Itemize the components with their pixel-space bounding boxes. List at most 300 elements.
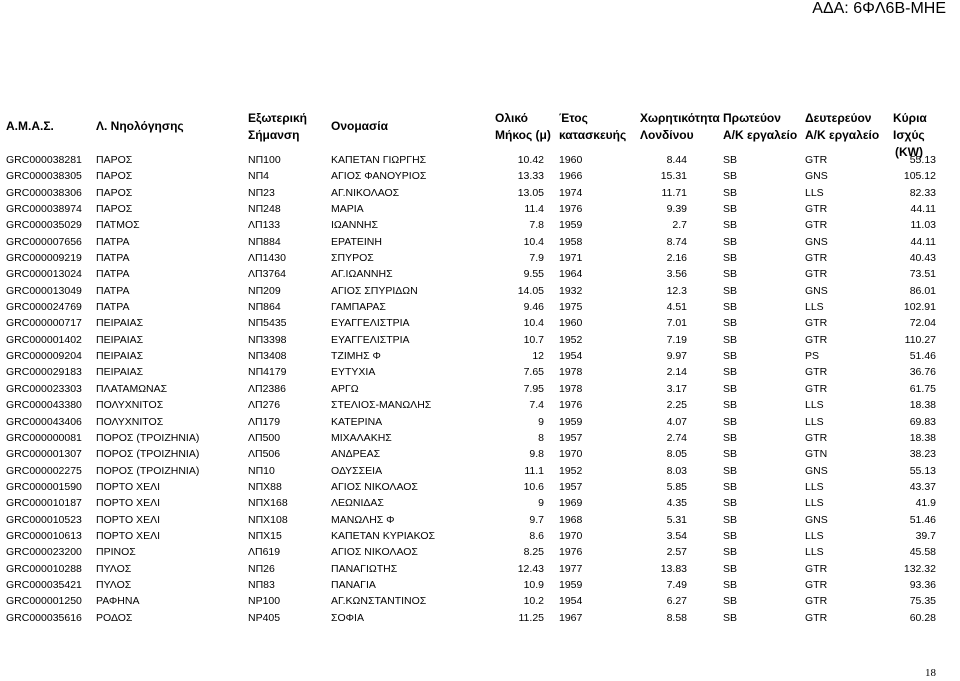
main-power: 11.03 [910, 219, 936, 232]
london-capacity: 4.51 [666, 301, 687, 314]
header-power-line1: Κύρια Ισχύς [893, 111, 927, 142]
build-year: 1960 [559, 317, 583, 330]
registry-port: ΠΕΙΡΑΙΑΣ [96, 317, 144, 330]
header-secondary-line2: Α/Κ εργαλείο [805, 128, 880, 142]
vessel-code: GRC000035029 [6, 219, 82, 232]
registry-port: ΠΟΡΟΣ (ΤΡΟΙΖΗΝΙΑ) [96, 431, 200, 444]
secondary-gear: LLS [805, 301, 824, 314]
vessel-name: ΜΙΧΑΛΑΚΗΣ [331, 431, 392, 444]
header-year [559, 110, 626, 144]
build-year: 1954 [559, 595, 583, 608]
build-year: 1959 [559, 415, 583, 428]
registry-port: ΠΟΛΥΧΝΙΤΟΣ [96, 415, 164, 428]
vessel-code: GRC000001402 [6, 333, 82, 346]
secondary-gear: LLS [805, 399, 824, 412]
vessel-code: GRC000038281 [6, 154, 82, 166]
primary-gear: SB [723, 186, 738, 199]
london-capacity: 9.97 [666, 350, 687, 363]
external-marking: ΛΠ276 [248, 399, 281, 412]
build-year: 1967 [559, 611, 583, 624]
vessel-code: GRC000009219 [6, 252, 82, 265]
total-length: 10.7 [523, 333, 544, 346]
header-primary-line2: Α/Κ εργαλείο [723, 128, 798, 142]
external-marking: ΝΠ10 [248, 464, 275, 477]
external-marking: ΛΠ179 [248, 415, 281, 428]
total-length: 10.6 [523, 480, 544, 493]
vessel-name: ΠΑΝΑΓΙΩΤΗΣ [331, 562, 398, 575]
vessel-name: ΜΑΡΙΑ [331, 203, 364, 216]
external-marking: ΛΠ619 [248, 546, 281, 559]
main-power: 18.38 [909, 431, 936, 444]
vessel-name: ΕΥΑΓΓΕΛΙΣΤΡΙΑ [331, 317, 410, 330]
registry-port: ΠΟΡΤΟ ΧΕΛΙ [96, 480, 160, 493]
vessel-code: GRC000010288 [6, 562, 82, 575]
external-marking: ΝΠΧ108 [248, 513, 288, 526]
primary-gear: SB [723, 529, 738, 542]
vessel-name: ΜΑΝΩΛΗΣ Φ [331, 513, 395, 526]
build-year: 1968 [559, 513, 583, 526]
table-row [0, 299, 960, 315]
table-row [0, 512, 960, 528]
registry-port: ΠΑΤΡΑ [96, 235, 130, 248]
total-length: 11.4 [524, 203, 544, 216]
build-year: 1966 [559, 170, 583, 183]
vessel-code: GRC000043380 [6, 399, 82, 412]
table-row [0, 446, 960, 462]
primary-gear: SB [723, 366, 738, 379]
table-row [0, 593, 960, 609]
external-marking: ΝΠ209 [248, 284, 281, 297]
main-power: 55.13 [909, 154, 936, 166]
vessel-name: ΟΔΥΣΣΕΙΑ [331, 464, 383, 477]
table-row [0, 283, 960, 299]
vessel-name: ΑΝΔΡΕΑΣ [331, 448, 381, 461]
vessel-code: GRC000007656 [6, 235, 82, 248]
vessel-code: GRC000000717 [6, 317, 82, 330]
london-capacity: 2.7 [672, 219, 687, 232]
secondary-gear: GNS [805, 513, 828, 526]
london-capacity: 8.74 [666, 235, 687, 248]
main-power: 82.33 [909, 186, 936, 199]
main-power: 132.32 [903, 562, 936, 575]
london-capacity: 2.57 [666, 546, 687, 559]
primary-gear: SB [723, 317, 738, 330]
main-power: 36.76 [909, 366, 936, 379]
primary-gear: SB [723, 464, 738, 477]
london-capacity: 2.14 [666, 366, 687, 379]
total-length: 7.95 [523, 382, 544, 395]
vessel-code: GRC000024769 [6, 301, 82, 314]
external-marking: ΝΠ864 [248, 301, 281, 314]
secondary-gear: LLS [805, 529, 824, 542]
secondary-gear: GTR [805, 595, 828, 608]
build-year: 1976 [559, 399, 583, 412]
registry-port: ΠΟΛΥΧΝΙΤΟΣ [96, 399, 164, 412]
table-row [0, 217, 960, 233]
vessel-code: GRC000013049 [6, 284, 82, 297]
build-year: 1976 [559, 203, 583, 216]
secondary-gear: GTR [805, 431, 828, 444]
external-marking: ΝΠ248 [248, 203, 281, 216]
vessel-name: ΑΓΙΟΣ ΝΙΚΟΛΑΟΣ [331, 480, 418, 493]
external-marking: ΛΠ2386 [248, 382, 286, 395]
main-power: 45.58 [909, 546, 936, 559]
london-capacity: 2.74 [666, 431, 687, 444]
secondary-gear: LLS [805, 546, 824, 559]
build-year: 1970 [559, 529, 583, 542]
table-row [0, 495, 960, 511]
vessel-code: GRC000029183 [6, 366, 82, 379]
header-year-line2: κατασκευής [559, 128, 627, 142]
vessel-code: GRC000023200 [6, 546, 82, 559]
secondary-gear: GTR [805, 611, 828, 624]
total-length: 9.7 [529, 513, 544, 526]
build-year: 1954 [559, 350, 583, 363]
secondary-gear: GTR [805, 382, 828, 395]
table-row [0, 315, 960, 331]
registry-port: ΠΑΤΡΑ [96, 252, 130, 265]
london-capacity: 5.85 [666, 480, 687, 493]
vessel-code: GRC000035421 [6, 578, 82, 591]
vessel-name: ΣΟΦΙΑ [331, 611, 364, 624]
main-power: 102.91 [903, 301, 936, 314]
total-length: 7.9 [529, 252, 544, 265]
external-marking: ΝΠ4179 [248, 366, 287, 379]
registry-port: ΠΥΛΟΣ [96, 578, 132, 591]
primary-gear: SB [723, 578, 738, 591]
london-capacity: 11.71 [661, 186, 687, 199]
total-length: 10.42 [517, 154, 544, 166]
total-length: 10.4 [523, 317, 544, 330]
table-row [0, 528, 960, 544]
header-primary-gear [723, 110, 797, 144]
vessel-name: ΕΡΑΤΕΙΝΗ [331, 235, 382, 248]
header-ext-line1: Εξωτερική [248, 111, 307, 125]
registry-port: ΠΟΡΟΣ (ΤΡΟΙΖΗΝΙΑ) [96, 448, 200, 461]
london-capacity: 2.25 [666, 399, 687, 412]
header-ama: Α.Μ.Α.Σ. [6, 119, 54, 133]
main-power: 51.46 [909, 513, 936, 526]
build-year: 1978 [559, 366, 583, 379]
header-secondary-gear [805, 110, 879, 144]
external-marking: ΝΡ405 [248, 611, 281, 624]
registry-port: ΠΕΙΡΑΙΑΣ [96, 333, 144, 346]
external-marking: ΛΠ1430 [248, 252, 286, 265]
external-marking: ΝΠ23 [248, 186, 275, 199]
total-length: 9.46 [523, 301, 544, 314]
total-length: 7.8 [529, 219, 544, 232]
table-row [0, 577, 960, 593]
primary-gear: SB [723, 382, 738, 395]
london-capacity: 4.07 [666, 415, 687, 428]
secondary-gear: GNS [805, 170, 828, 183]
table-row [0, 544, 960, 560]
london-capacity: 7.01 [666, 317, 687, 330]
main-power: 44.11 [910, 235, 936, 248]
external-marking: ΝΠ100 [248, 154, 281, 166]
london-capacity: 15.31 [660, 170, 687, 183]
build-year: 1974 [559, 186, 583, 199]
external-marking: ΝΠ3408 [248, 350, 287, 363]
primary-gear: SB [723, 399, 738, 412]
vessel-code: GRC000001590 [6, 480, 82, 493]
header-name: Ονομασία [331, 119, 388, 133]
london-capacity: 13.83 [660, 562, 687, 575]
vessel-name: ΙΩΑΝΝΗΣ [331, 219, 379, 232]
vessel-name: ΠΑΝΑΓΙΑ [331, 578, 376, 591]
table-row [0, 397, 960, 413]
table-row [0, 610, 960, 626]
registry-port: ΠΡΙΝΟΣ [96, 546, 136, 559]
secondary-gear: GTN [805, 448, 828, 461]
primary-gear: SB [723, 480, 738, 493]
table-row [0, 348, 960, 364]
external-marking: ΛΠ500 [248, 431, 281, 444]
total-length: 12 [532, 350, 544, 363]
vessel-code: GRC000010523 [6, 513, 82, 526]
build-year: 1959 [559, 219, 583, 232]
header-ext [248, 110, 307, 144]
table-row [0, 381, 960, 397]
table-row [0, 479, 960, 495]
primary-gear: SB [723, 595, 738, 608]
vessel-name: ΑΓΙΟΣ ΝΙΚΟΛΑΟΣ [331, 546, 418, 559]
london-capacity: 4.35 [666, 497, 687, 510]
external-marking: ΝΠΧ15 [248, 529, 282, 542]
total-length: 13.05 [517, 186, 544, 199]
secondary-gear: LLS [805, 186, 824, 199]
header-secondary-line1: Δευτερεύον [805, 111, 872, 125]
secondary-gear: LLS [805, 480, 824, 493]
main-power: 60.28 [909, 611, 936, 624]
main-power: 51.46 [909, 350, 936, 363]
external-marking: ΝΠΧ88 [248, 480, 282, 493]
table-row [0, 201, 960, 217]
vessel-name: ΑΓΙΟΣ ΦΑΝΟΥΡΙΟΣ [331, 170, 427, 183]
external-marking: ΝΠ83 [248, 578, 275, 591]
vessel-name: ΑΓΙΟΣ ΣΠΥΡΙΔΩΝ [331, 284, 418, 297]
secondary-gear: GTR [805, 562, 828, 575]
table-row [0, 414, 960, 430]
primary-gear: SB [723, 203, 738, 216]
total-length: 9.55 [523, 268, 544, 281]
vessel-table [0, 152, 960, 626]
build-year: 1964 [559, 268, 583, 281]
main-power: 86.01 [909, 284, 936, 297]
vessel-name: ΑΓ.ΝΙΚΟΛΑΟΣ [331, 186, 400, 199]
header-year-line1: Έτος [559, 111, 588, 125]
vessel-code: GRC000010187 [6, 497, 82, 510]
london-capacity: 8.03 [666, 464, 687, 477]
external-marking: ΝΠ5435 [248, 317, 287, 330]
secondary-gear: GTR [805, 578, 828, 591]
total-length: 9 [538, 415, 544, 428]
main-power: 61.75 [909, 382, 936, 395]
primary-gear: SB [723, 301, 738, 314]
london-capacity: 7.49 [666, 578, 687, 591]
header-length [495, 110, 551, 144]
vessel-code: GRC000023303 [6, 382, 82, 395]
build-year: 1952 [559, 333, 583, 346]
main-power: 18.38 [909, 399, 936, 412]
vessel-name: ΑΓ.ΙΩΑΝΝΗΣ [331, 268, 393, 281]
table-header [0, 110, 960, 159]
header-port: Λ. Νηολόγησης [96, 119, 184, 133]
header-ext-line2: Σήμανση [248, 128, 300, 142]
secondary-gear: PS [805, 350, 820, 363]
primary-gear: SB [723, 350, 738, 363]
build-year: 1952 [559, 464, 583, 477]
build-year: 1971 [559, 252, 583, 265]
total-length: 9 [538, 497, 544, 510]
page-number: 18 [925, 667, 936, 679]
total-length: 8.25 [523, 546, 544, 559]
external-marking: ΛΠ3764 [248, 268, 286, 281]
london-capacity: 3.54 [666, 529, 687, 542]
total-length: 14.05 [517, 284, 544, 297]
vessel-code: GRC000010613 [6, 529, 82, 542]
primary-gear: SB [723, 284, 738, 297]
vessel-name: ΑΓ.ΚΩΝΣΤΑΝΤΙΝΟΣ [331, 595, 427, 608]
total-length: 7.4 [529, 399, 544, 412]
secondary-gear: GTR [805, 268, 828, 281]
vessel-code: GRC000038305 [6, 170, 82, 183]
vessel-name: ΛΕΩΝΙΔΑΣ [331, 497, 384, 510]
header-length-line2: Μήκος (μ) [495, 128, 551, 142]
main-power: 105.12 [903, 170, 936, 183]
build-year: 1957 [559, 480, 583, 493]
main-power: 55.13 [909, 464, 936, 477]
registry-port: ΠΛΑΤΑΜΩΝΑΣ [96, 382, 168, 395]
external-marking: ΝΠ26 [248, 562, 275, 575]
vessel-name: ΣΤΕΛΙΟΣ-ΜΑΝΩΛΗΣ [331, 399, 432, 412]
london-capacity: 8.58 [666, 611, 687, 624]
external-marking: ΝΡ100 [248, 595, 281, 608]
build-year: 1958 [559, 235, 583, 248]
main-power: 110.27 [904, 333, 936, 346]
table-row [0, 152, 960, 168]
main-power: 41.9 [915, 497, 936, 510]
external-marking: ΝΠ3398 [248, 333, 287, 346]
total-length: 7.65 [523, 366, 544, 379]
build-year: 1960 [559, 154, 583, 166]
build-year: 1977 [559, 562, 583, 575]
table-row [0, 430, 960, 446]
main-power: 69.83 [909, 415, 936, 428]
secondary-gear: GNS [805, 284, 828, 297]
vessel-code: GRC000038306 [6, 186, 82, 199]
total-length: 11.25 [518, 611, 544, 624]
vessel-code: GRC000002275 [6, 464, 82, 477]
vessel-code: GRC000001307 [6, 448, 82, 461]
vessel-code: GRC000009204 [6, 350, 82, 363]
london-capacity: 2.16 [666, 252, 687, 265]
vessel-name: ΓΑΜΠΑΡΑΣ [331, 301, 386, 314]
primary-gear: SB [723, 268, 738, 281]
build-year: 1976 [559, 546, 583, 559]
table-row [0, 364, 960, 380]
primary-gear: SB [723, 333, 738, 346]
london-capacity: 12.3 [666, 284, 687, 297]
london-capacity: 8.44 [666, 154, 687, 166]
vessel-code: GRC000000081 [6, 431, 82, 444]
vessel-name: ΑΡΓΩ [331, 382, 359, 395]
registry-port: ΠΑΤΡΑ [96, 301, 130, 314]
header-capacity-line2: Λονδίνου [640, 128, 694, 142]
external-marking: ΝΠ884 [248, 235, 281, 248]
main-power: 73.51 [909, 268, 936, 281]
primary-gear: SB [723, 235, 738, 248]
total-length: 12.43 [517, 562, 544, 575]
primary-gear: SB [723, 219, 738, 232]
header-capacity [640, 110, 720, 144]
vessel-name: ΚΑΤΕΡΙΝΑ [331, 415, 383, 428]
registry-port: ΡΟΔΟΣ [96, 611, 133, 624]
header-primary-line1: Πρωτεύον [723, 111, 781, 125]
total-length: 8.6 [529, 529, 544, 542]
vessel-code: GRC000001250 [6, 595, 82, 608]
main-power: 38.23 [909, 448, 936, 461]
table-row [0, 250, 960, 266]
total-length: 10.9 [523, 578, 544, 591]
external-marking: ΝΠ4 [248, 170, 270, 183]
registry-port: ΠΕΙΡΑΙΑΣ [96, 366, 144, 379]
table-row [0, 168, 960, 184]
build-year: 1975 [559, 301, 583, 314]
external-marking: ΛΠ506 [248, 448, 281, 461]
secondary-gear: LLS [805, 415, 824, 428]
primary-gear: SB [723, 546, 738, 559]
registry-port: ΡΑΦΗΝΑ [96, 595, 140, 608]
vessel-code: GRC000013024 [6, 268, 82, 281]
vessel-code: GRC000043406 [6, 415, 82, 428]
vessel-name: ΤΖΙΜΗΣ Φ [331, 350, 381, 363]
main-power: 40.43 [909, 252, 936, 265]
total-length: 10.2 [523, 595, 544, 608]
london-capacity: 3.56 [666, 268, 687, 281]
registry-port: ΠΟΡΤΟ ΧΕΛΙ [96, 513, 160, 526]
table-row [0, 185, 960, 201]
primary-gear: SB [723, 415, 738, 428]
main-power: 43.37 [909, 480, 936, 493]
external-marking: ΛΠ133 [248, 219, 281, 232]
total-length: 8 [538, 431, 544, 444]
main-power: 72.04 [909, 317, 936, 330]
build-year: 1978 [559, 382, 583, 395]
header-power-line2: (KW) [895, 145, 923, 159]
build-year: 1959 [559, 578, 583, 591]
secondary-gear: GNS [805, 235, 828, 248]
external-marking: ΝΠΧ168 [248, 497, 288, 510]
table-row [0, 332, 960, 348]
registry-port: ΠΑΡΟΣ [96, 203, 133, 216]
vessel-name: ΚΑΠΕΤΑΝ ΓΙΩΡΓΗΣ [331, 154, 427, 166]
header-length-line1: Ολικό [495, 111, 528, 125]
main-power: 44.11 [910, 203, 936, 216]
secondary-gear: LLS [805, 497, 824, 510]
table-row [0, 561, 960, 577]
secondary-gear: GTR [805, 252, 828, 265]
london-capacity: 3.17 [666, 382, 687, 395]
secondary-gear: GTR [805, 219, 828, 232]
london-capacity: 9.39 [666, 203, 687, 216]
registry-port: ΠΟΡΤΟ ΧΕΛΙ [96, 497, 160, 510]
registry-port: ΠΑΡΟΣ [96, 154, 133, 166]
registry-port: ΠΟΡΤΟ ΧΕΛΙ [96, 529, 160, 542]
total-length: 11.1 [524, 464, 544, 477]
build-year: 1932 [559, 284, 583, 297]
london-capacity: 8.05 [666, 448, 687, 461]
